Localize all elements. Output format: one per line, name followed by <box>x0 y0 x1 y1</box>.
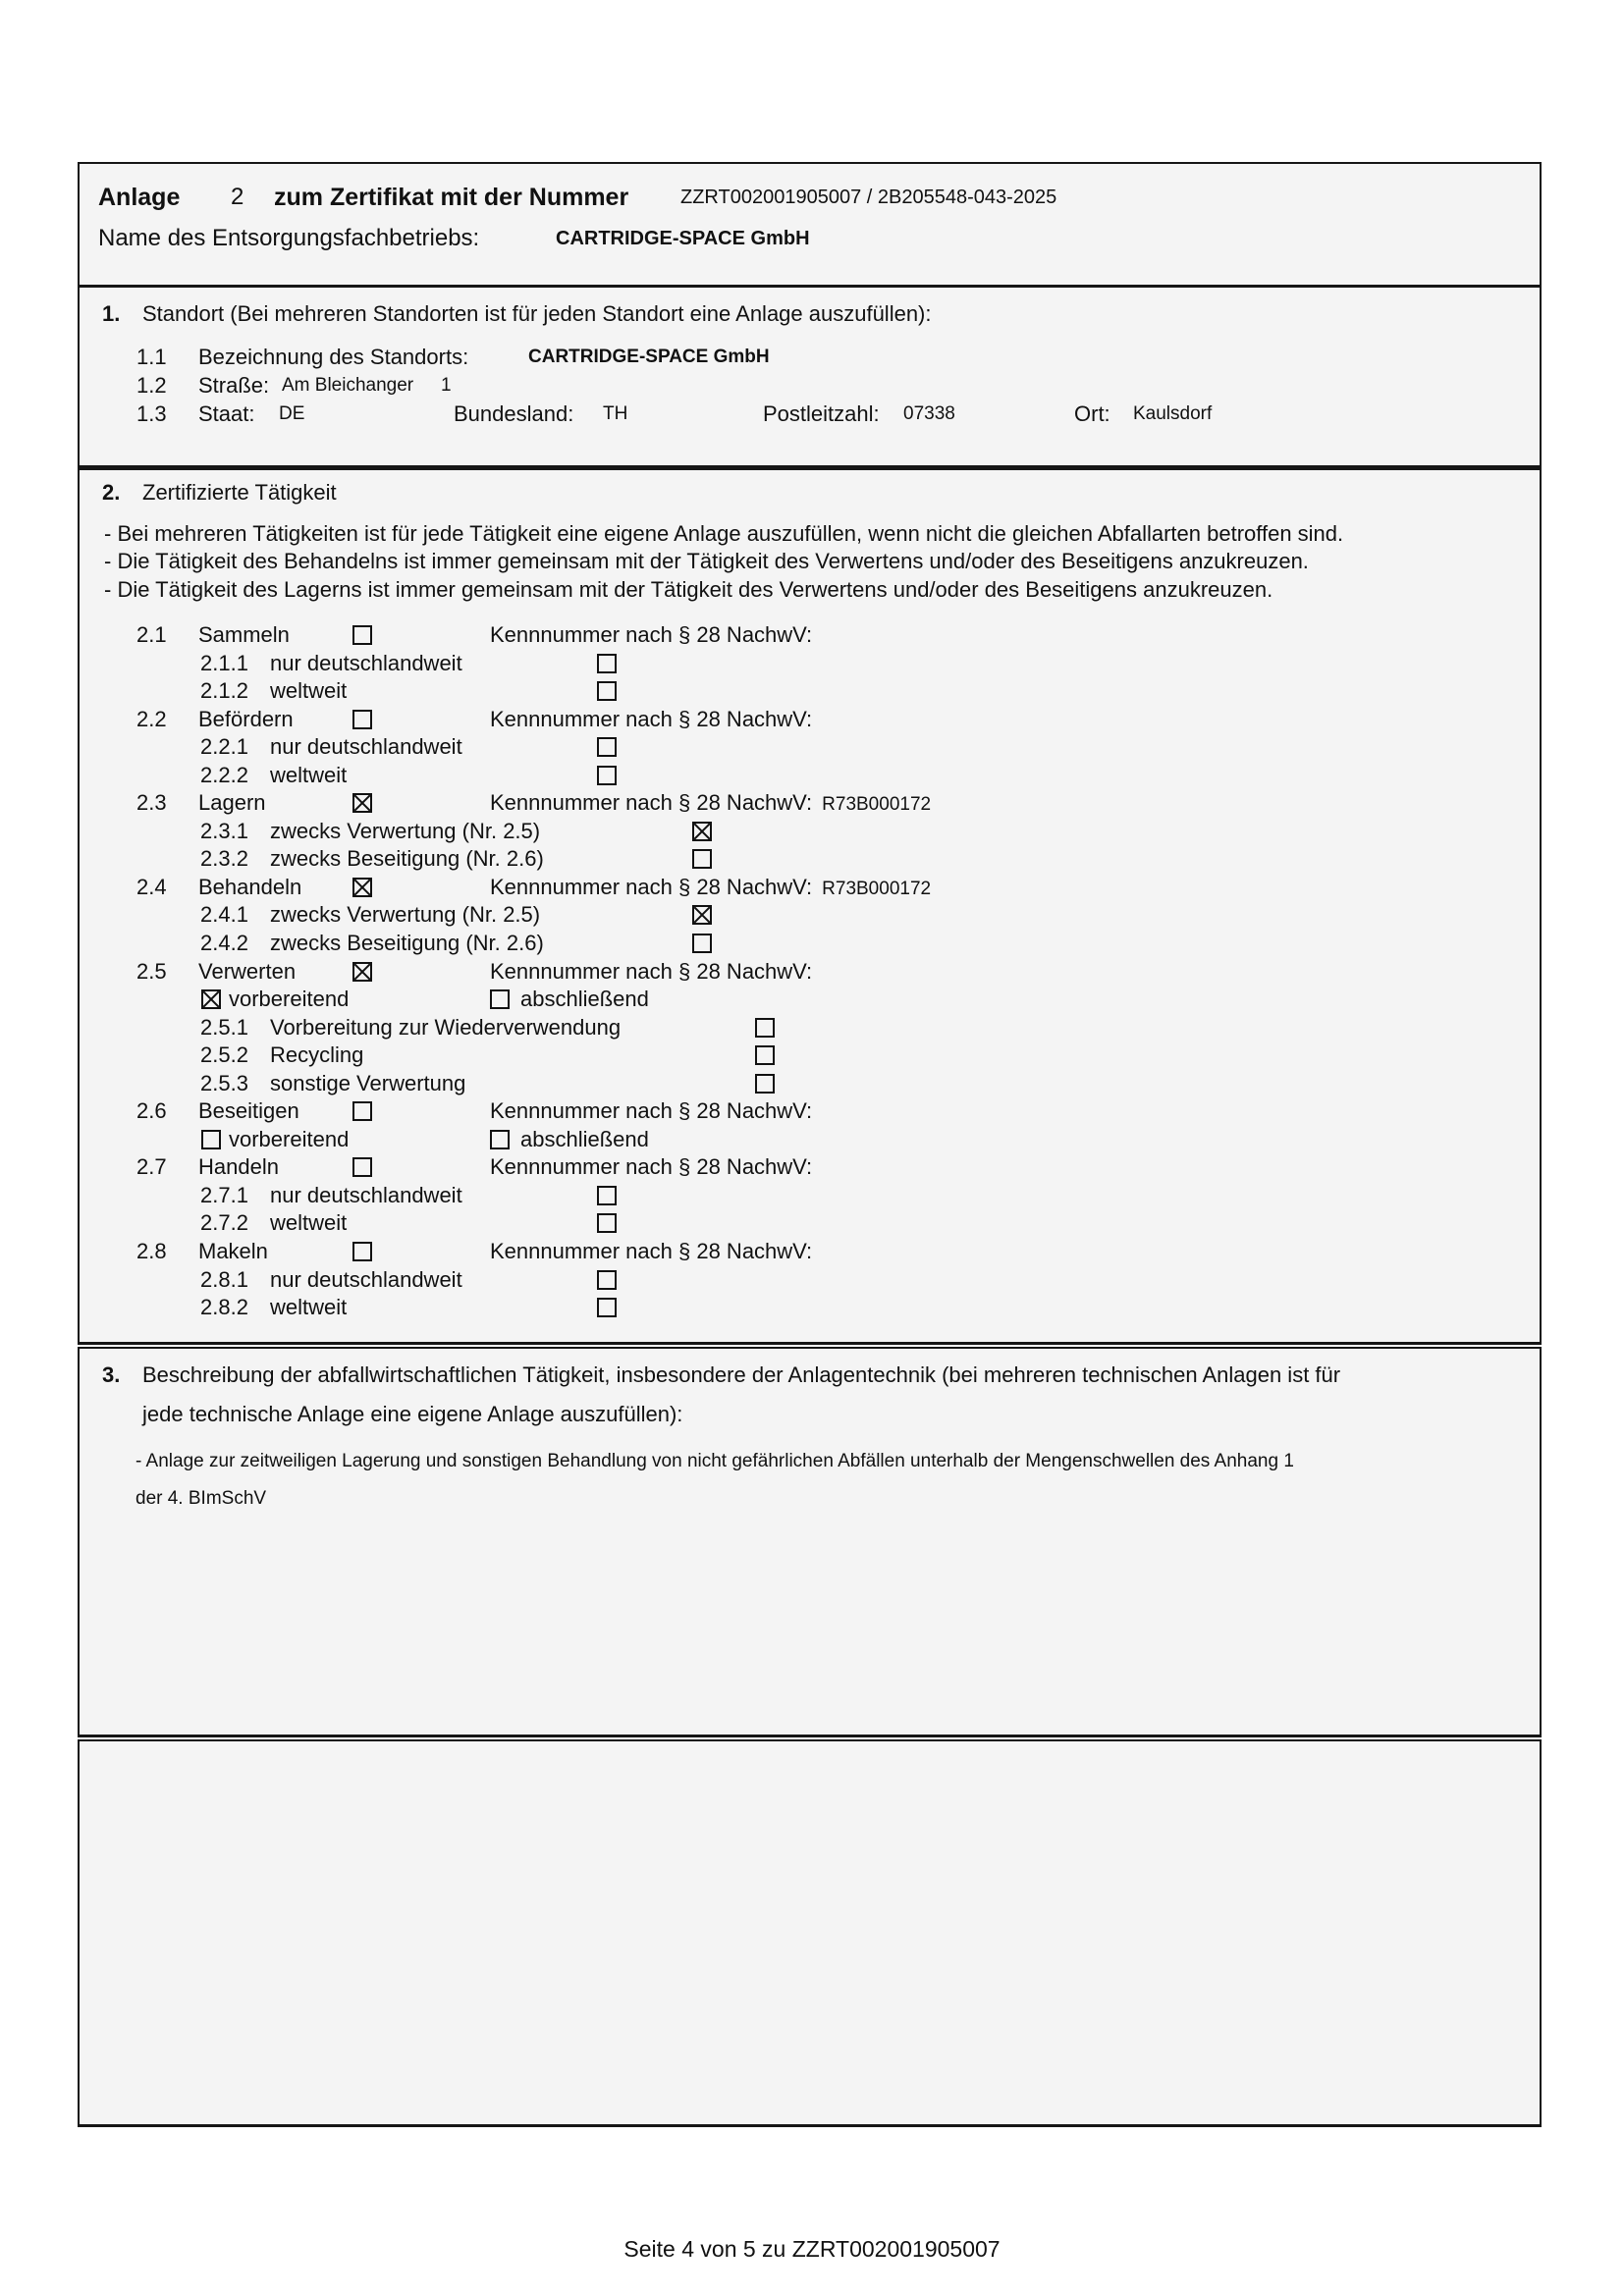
sammeln-checkbox[interactable] <box>352 625 372 645</box>
activity-row-makeln <box>80 1238 1540 1266</box>
activity-label: Befördern <box>198 706 294 731</box>
handeln-weltweit-checkbox[interactable] <box>597 1213 617 1233</box>
empty-continuation-box <box>78 1739 1542 2127</box>
vorbereitend-label: vorbereitend <box>229 1126 350 1151</box>
sub-row <box>80 1041 1540 1070</box>
sub-number: 2.2.1 <box>200 734 248 760</box>
section3-title-line1: Beschreibung der abfallwirtschaftlichen Tätigkeit, insbesondere der Anlagentechnik (bei mehreren technischen Anlagen ist für <box>142 1362 1341 1387</box>
header-title-line <box>80 180 1540 215</box>
activity-label: Handeln <box>198 1154 279 1180</box>
sub-label: zwecks Verwertung (Nr. 2.5) <box>270 818 541 843</box>
sub-row <box>80 818 1540 846</box>
makeln-deutschlandweit-checkbox[interactable] <box>597 1270 617 1290</box>
kenn-group <box>490 706 822 736</box>
section2-taetigkeit-box <box>78 468 1542 1345</box>
sub-number: 2.2.2 <box>200 762 248 787</box>
kenn-label: Kennnummer nach § 28 NachwV: <box>490 790 813 816</box>
activity-row-befoerdern <box>80 706 1540 734</box>
sub-number: 2.1.2 <box>200 678 248 704</box>
wiederverwendung-checkbox[interactable] <box>755 1018 775 1038</box>
kenn-group <box>490 1153 822 1184</box>
lagern-verwertung-checkbox[interactable] <box>692 822 712 841</box>
kenn-label: Kennnummer nach § 28 NachwV: <box>490 706 813 731</box>
title-rest: zum Zertifikat mit der Nummer <box>274 184 629 211</box>
section2-title: Zertifizierte Tätigkeit <box>142 480 337 505</box>
beseitigen-checkbox[interactable] <box>352 1101 372 1121</box>
annex-number: 2 <box>231 184 244 210</box>
sub-label: nur deutschlandweit <box>270 1266 462 1292</box>
sub-row <box>80 733 1540 762</box>
kenn-group <box>490 789 931 820</box>
verwerten-vorbereitend-checkbox[interactable] <box>201 989 221 1009</box>
activity-row-handeln <box>80 1153 1540 1182</box>
sub-number: 2.4.1 <box>200 902 248 928</box>
state-label: Bundesland: <box>454 401 574 426</box>
sub-row <box>80 845 1540 874</box>
section3-title-row <box>80 1361 1540 1390</box>
activity-number: 2.4 <box>136 874 167 899</box>
recycling-checkbox[interactable] <box>755 1045 775 1065</box>
sub-row <box>80 1014 1540 1042</box>
section1-title-row <box>80 299 1540 329</box>
handeln-checkbox[interactable] <box>352 1157 372 1177</box>
sub-row <box>80 1182 1540 1210</box>
sub-number: 2.7.2 <box>200 1210 248 1236</box>
sub-label: Recycling <box>270 1042 364 1068</box>
sub-row <box>80 930 1540 958</box>
activity-label: Lagern <box>198 790 266 816</box>
activity-row-beseitigen <box>80 1097 1540 1126</box>
activity-list <box>80 621 1540 1322</box>
note-line: - Die Tätigkeit des Behandelns ist immer gemeinsam mit der Tätigkeit des Verwertens und/oder des Beseitigens anzukreuzen. <box>104 549 1309 574</box>
sub-number: 2.5.2 <box>200 1042 248 1068</box>
vorbereitend-label: vorbereitend <box>229 987 350 1012</box>
city-label: Ort: <box>1074 401 1110 426</box>
section3-number: 3. <box>102 1362 121 1387</box>
activity-label: Makeln <box>198 1239 268 1264</box>
description-row1 <box>80 1447 1540 1476</box>
country-value: DE <box>279 403 305 424</box>
activity-row-behandeln <box>80 874 1540 902</box>
sub-label: nur deutschlandweit <box>270 734 462 760</box>
country-label: Staat: <box>198 401 255 426</box>
activity-row-lagern <box>80 789 1540 818</box>
sub-row <box>80 650 1540 678</box>
activity-number: 2.3 <box>136 790 167 816</box>
verwerten-abschliessend-checkbox[interactable] <box>490 989 510 1009</box>
sub-row <box>80 1294 1540 1322</box>
lagern-beseitigung-checkbox[interactable] <box>692 849 712 869</box>
section3-beschreibung-box <box>78 1347 1542 1737</box>
city-value: Kaulsdorf <box>1133 403 1213 424</box>
item-1-1-row <box>80 343 1540 372</box>
activity-number: 2.2 <box>136 706 167 731</box>
state-value: TH <box>603 403 628 424</box>
section2-notes <box>104 520 1343 604</box>
lagern-checkbox[interactable] <box>352 793 372 813</box>
sub-row <box>80 1266 1540 1295</box>
activity-label: Sammeln <box>198 622 290 647</box>
item-number: 1.1 <box>136 345 167 369</box>
certificate-number: ZZRT002001905007 / 2B205548-043-2025 <box>680 187 1057 208</box>
note-line: - Die Tätigkeit des Lagerns ist immer gemeinsam mit der Tätigkeit des Verwertens und/oder des Beseitigens anzukreuzen. <box>104 576 1273 602</box>
kenn-label: Kennnummer nach § 28 NachwV: <box>490 874 813 899</box>
activity-number: 2.5 <box>136 958 167 984</box>
sub-number: 2.3.1 <box>200 818 248 843</box>
verwerten-checkbox[interactable] <box>352 962 372 982</box>
sub-label: weltweit <box>270 1295 348 1320</box>
section1-title: Standort (Bei mehreren Standorten ist für jeden Standort eine Anlage auszufüllen): <box>142 301 932 326</box>
activity-number: 2.7 <box>136 1154 167 1180</box>
description-row2 <box>80 1484 1540 1514</box>
kenn-label: Kennnummer nach § 28 NachwV: <box>490 622 813 647</box>
section2-title-row <box>80 478 1540 507</box>
sub-label: weltweit <box>270 1210 348 1236</box>
sub-row <box>80 762 1540 790</box>
note-line: - Bei mehreren Tätigkeiten ist für jede Tätigkeit eine eigene Anlage auszufüllen, wenn nicht die gleichen Abfallarten betroffen sind. <box>104 521 1344 546</box>
kenn-value: R73B000172 <box>822 878 932 899</box>
kenn-group <box>490 1238 822 1268</box>
item-number: 1.3 <box>136 401 167 426</box>
sub-number: 2.1.1 <box>200 650 248 675</box>
sub-number: 2.4.2 <box>200 931 248 956</box>
header-company-line <box>80 221 1540 256</box>
kenn-label: Kennnummer nach § 28 NachwV: <box>490 1239 813 1264</box>
kenn-group <box>490 621 822 652</box>
sub-label: zwecks Verwertung (Nr. 2.5) <box>270 902 541 928</box>
activity-label: Beseitigen <box>198 1098 299 1124</box>
sammeln-weltweit-checkbox[interactable] <box>597 681 617 701</box>
befoerdern-checkbox[interactable] <box>352 710 372 729</box>
beseitigen-vorbereitend-checkbox[interactable] <box>201 1130 221 1149</box>
activity-row-sammeln <box>80 621 1540 650</box>
item-1-3-row <box>80 400 1540 429</box>
sub-label: nur deutschlandweit <box>270 1182 462 1207</box>
sub-label: weltweit <box>270 678 348 704</box>
postal-label: Postleitzahl: <box>763 401 880 426</box>
sub-number: 2.5.1 <box>200 1014 248 1040</box>
behandeln-checkbox[interactable] <box>352 878 372 897</box>
sub-number: 2.8.1 <box>200 1266 248 1292</box>
abschliessend-label: abschließend <box>520 1126 649 1151</box>
activity-label: Verwerten <box>198 958 297 984</box>
activity-row-verwerten <box>80 958 1540 987</box>
description-line1: - Anlage zur zeitweiligen Lagerung und sonstigen Behandlung von nicht gefährlichen Abfällen unterhalb der Mengenschwellen des Anhang 1 <box>135 1451 1294 1471</box>
sub-label: zwecks Beseitigung (Nr. 2.6) <box>270 931 544 956</box>
behandeln-beseitigung-checkbox[interactable] <box>692 934 712 953</box>
activity-number: 2.8 <box>136 1239 167 1264</box>
sonstige-verwertung-checkbox[interactable] <box>755 1074 775 1094</box>
kenn-value: R73B000172 <box>822 794 932 816</box>
description-line2: der 4. BImSchV <box>135 1488 267 1509</box>
site-name-value: CARTRIDGE-SPACE GmbH <box>528 347 770 367</box>
sub-number: 2.8.2 <box>200 1295 248 1320</box>
kenn-label: Kennnummer nach § 28 NachwV: <box>490 1098 813 1124</box>
kenn-group <box>490 958 822 988</box>
postal-value: 07338 <box>903 403 955 424</box>
sub-number: 2.5.3 <box>200 1070 248 1095</box>
company-name: CARTRIDGE-SPACE GmbH <box>556 228 810 249</box>
sub-row <box>80 1209 1540 1238</box>
kenn-label: Kennnummer nach § 28 NachwV: <box>490 958 813 984</box>
house-number-value: 1 <box>441 375 452 396</box>
activity-number: 2.1 <box>136 622 167 647</box>
section3-title-row2 <box>80 1400 1540 1429</box>
sub-number: 2.7.1 <box>200 1182 248 1207</box>
header-box <box>78 162 1542 288</box>
site-name-label: Bezeichnung des Standorts: <box>198 345 469 369</box>
activity-label: Behandeln <box>198 874 302 899</box>
street-label: Straße: <box>198 373 270 398</box>
befoerdern-weltweit-checkbox[interactable] <box>597 766 617 785</box>
sub-number: 2.3.2 <box>200 846 248 872</box>
sub-row <box>80 1070 1540 1098</box>
sub-label: weltweit <box>270 762 348 787</box>
kenn-label: Kennnummer nach § 28 NachwV: <box>490 1154 813 1180</box>
section1-standort-box <box>78 286 1542 468</box>
item-1-2-row <box>80 371 1540 400</box>
sub-label: Vorbereitung zur Wiederverwendung <box>270 1014 622 1040</box>
sub-label: sonstige Verwertung <box>270 1070 466 1095</box>
sub-label: zwecks Beseitigung (Nr. 2.6) <box>270 846 544 872</box>
sub-label: nur deutschlandweit <box>270 650 462 675</box>
makeln-checkbox[interactable] <box>352 1242 372 1261</box>
activity-number: 2.6 <box>136 1098 167 1124</box>
page-footer: Seite 4 von 5 zu ZZRT002001905007 <box>623 2236 1001 2262</box>
befoerdern-deutschlandweit-checkbox[interactable] <box>597 737 617 757</box>
makeln-weltweit-checkbox[interactable] <box>597 1298 617 1317</box>
pair-row <box>80 1126 1540 1154</box>
behandeln-verwertung-checkbox[interactable] <box>692 905 712 925</box>
section2-number: 2. <box>102 480 121 505</box>
street-value: Am Bleichanger <box>282 375 414 396</box>
sub-row <box>80 677 1540 706</box>
section3-title-line2: jede technische Anlage eine eigene Anlage auszufüllen): <box>142 1402 683 1426</box>
kenn-group <box>490 874 931 904</box>
abschliessend-label: abschließend <box>520 987 649 1012</box>
pair-row <box>80 986 1540 1014</box>
beseitigen-abschliessend-checkbox[interactable] <box>490 1130 510 1149</box>
section1-number: 1. <box>102 301 121 326</box>
company-label: Name des Entsorgungsfachbetriebs: <box>98 225 480 251</box>
annex-label: Anlage <box>98 184 181 211</box>
sub-row <box>80 901 1540 930</box>
handeln-deutschlandweit-checkbox[interactable] <box>597 1186 617 1205</box>
sammeln-deutschlandweit-checkbox[interactable] <box>597 654 617 673</box>
item-number: 1.2 <box>136 373 167 398</box>
kenn-group <box>490 1097 822 1128</box>
